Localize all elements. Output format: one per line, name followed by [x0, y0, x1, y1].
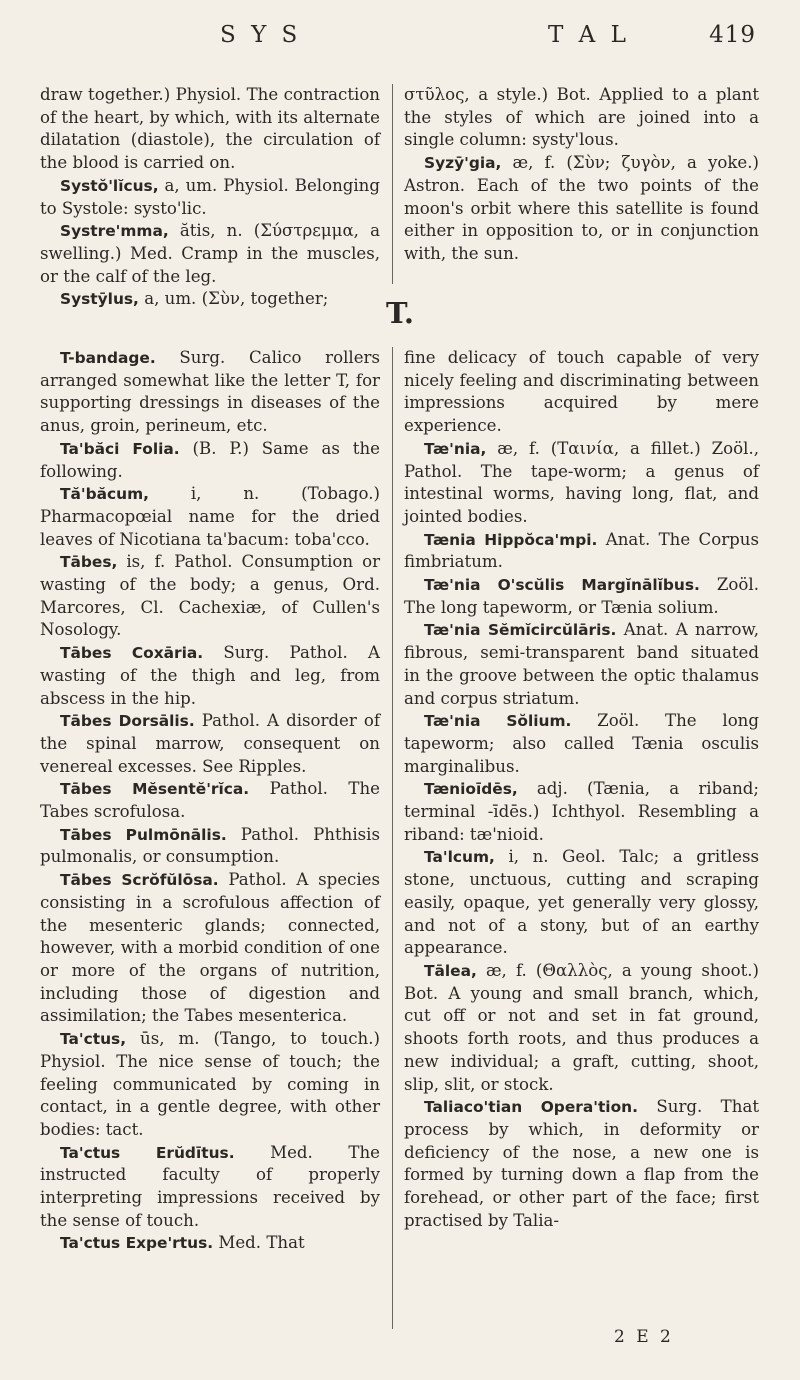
column-top-right — [404, 84, 759, 266]
entry-headword: Tābes Mĕsentĕ'rĭca. — [60, 780, 250, 799]
entry-headword: Tænia Hippŏca'mpi. — [424, 530, 598, 549]
entry-headword: Ta'ctus Erŭdītus. — [60, 1143, 235, 1162]
entry-definition: Surg. Calico rollers arranged somewhat like the letter T, for supporting dressings in diseases of the anus, groin, perineum, etc. — [40, 348, 380, 436]
entry-headword: Tæ'nia, — [424, 439, 487, 458]
entry-headword: Syzȳ'gia, — [424, 154, 502, 173]
entry-headword: T-bandage. — [60, 349, 156, 367]
entry-headword: Tæ'nia O'scŭlis Margĭnālĭbus. — [424, 576, 700, 595]
entry-definition: Pathol. A disorder of the spinal marrow, consequent on venereal excesses. See Ripples. — [40, 711, 380, 776]
entry-headword: Tæ'nia Sŏlium. — [424, 712, 572, 731]
page-number: 419 — [709, 22, 756, 48]
header-guide-left: S Y S — [220, 22, 302, 48]
entry-headword: Tă'băcum, — [60, 485, 149, 504]
entry-definition: i, n. Geol. Talc; a gritless stone, unctuous, cutting and scraping easily, opaque, yet generally very glossy, and not of a stony, but of an earthy appearance. — [404, 847, 759, 958]
column-divider-bottom — [392, 347, 393, 1329]
entry-headword: Tābes Coxāria. — [60, 644, 204, 663]
entry-definition: Pathol. Phthisis pulmonalis, or consumption. — [40, 824, 380, 867]
column-bottom-left — [40, 347, 380, 1255]
entry-headword: Tālea, — [424, 961, 477, 980]
dictionary-entry — [404, 438, 759, 529]
dictionary-entry — [404, 574, 759, 619]
dictionary-entry — [404, 1096, 759, 1232]
entry-definition: (B. P.) Same as the following. — [40, 438, 380, 481]
entry-definition: Med. That — [213, 1233, 305, 1253]
dictionary-entry — [404, 960, 759, 1096]
dictionary-entry — [40, 710, 380, 778]
entry-definition: Surg. That process by which, in deformity or deficiency of the nose, a new one is formed by turning down a flap from the forehead, or other part of the face; first practised by Talia- — [404, 1097, 759, 1230]
dictionary-entry — [404, 778, 759, 846]
column-bottom-right — [404, 347, 759, 1232]
entry-definition: Zoöl. The long tapeworm, or Tænia solium. — [404, 575, 759, 617]
entry-continuation: draw together.) Physiol. The contraction of the heart, by which, with its alternate dilatation (diastole), the circulation of the blood is carried on. — [40, 85, 381, 173]
entry-definition: æ, f. (Θαλλὸς, a young shoot.) Bot. A young and small branch, which, cut off or not and set in fat ground, shoots forth roots, and thus produces a new individual; a graft, cutting, shoot, slip, slit, or stock. — [404, 960, 759, 1094]
entry-headword: Tænioīdēs, — [424, 780, 518, 799]
entry-definition: Med. The instructed faculty of properly interpreting impressions received by the sense of touch. — [40, 1142, 380, 1230]
dictionary-entry — [40, 220, 380, 288]
section-letter: T. — [386, 296, 414, 330]
entry-headword: Systȳlus, — [60, 290, 139, 309]
entry-headword: Tābes Dorsālis. — [60, 712, 195, 731]
signature-mark: 2 E 2 — [614, 1327, 674, 1347]
entry-headword: Systŏ'lĭcus, — [60, 176, 159, 195]
dictionary-entry — [40, 869, 380, 1028]
entry-definition: Pathol. The Tabes scrofulosa. — [40, 779, 380, 822]
entry-headword: Taliaco'tian Opera'tion. — [424, 1098, 638, 1117]
dictionary-entry — [40, 438, 380, 483]
dictionary-entry — [40, 483, 380, 551]
dictionary-entry — [40, 347, 380, 438]
dictionary-entry — [40, 175, 380, 220]
dictionary-entry — [40, 1028, 380, 1142]
entry-definition: Surg. Pathol. A wasting of the thigh and leg, from abscess in the hip. — [40, 643, 380, 708]
dictionary-entry — [40, 778, 380, 823]
entry-definition: Zoöl. The long tapeworm; also called Tænia osculis marginalibus. — [404, 711, 759, 776]
entry-definition: a, um. (Σὺν, together; — [138, 289, 329, 309]
entry-definition: æ, f. (Ταινία, a fillet.) Zoöl., Pathol. The tape-worm; a genus of intestinal worms, having long, flat, and jointed bodies. — [404, 438, 759, 526]
dictionary-entry — [40, 551, 380, 642]
entry-headword: Ta'ctus Expe'rtus. — [60, 1234, 214, 1253]
entry-definition: is, f. Pathol. Consumption or wasting of the body; a genus, Ord. Marcores, Cl. Cachexiæ, of Cullen's Nosology. — [40, 552, 380, 640]
entry-definition: i, n. (Tobago.) Pharmacopœial name for the dried leaves of Nicotiana ta'bacum: toba'cco. — [40, 484, 380, 549]
column-top-left — [40, 84, 380, 311]
dictionary-entry — [40, 1232, 380, 1255]
entry-headword: Ta'băci Folia. — [60, 439, 180, 458]
entry-headword: Systre'mma, — [60, 222, 169, 241]
entry-definition: adj. (Tænia, a riband; terminal -īdēs.) Ichthyol. Resembling a riband: tæ'nioid. — [404, 779, 759, 844]
dictionary-entry — [40, 824, 380, 869]
entry-headword: Ta'lcum, — [424, 848, 495, 867]
entry-headword: Ta'ctus, — [60, 1030, 127, 1049]
entry-headword: Tæ'nia Sĕmĭcircŭlāris. — [424, 621, 617, 640]
dictionary-entry — [404, 619, 759, 710]
dictionary-entry — [40, 1142, 380, 1233]
entry-headword: Tābes Scrŏfŭlōsa. — [60, 871, 219, 890]
running-header — [42, 22, 756, 52]
entry-definition: ūs, m. (Tango, to touch.) Physiol. The nice sense of touch; the feeling communicated by coming in contact, in a gentle degree, with other bodies: tact. — [40, 1029, 380, 1139]
header-guide-right: T A L — [548, 22, 630, 48]
dictionary-entry — [404, 710, 759, 778]
entry-continuation: στῦλος, a style.) Bot. Applied to a plant the styles of which are joined into a single column: systy'lous. — [404, 85, 759, 150]
dictionary-entry — [404, 152, 759, 266]
entry-continuation: fine delicacy of touch capable of very nicely feeling and discriminating between impressions acquired by mere experience. — [404, 348, 759, 436]
entry-definition: Anat. A narrow, fibrous, semi-transparent band situated in the groove between the optic thalamus and corpus striatum. — [404, 620, 760, 708]
entry-definition: ătis, n. (Σύστρεμμα, a swelling.) Med. Cramp in the muscles, or the calf of the leg. — [40, 221, 380, 286]
entry-definition: Pathol. A species consisting in a scrofulous affection of the mesenteric glands; connected, however, with a morbid condition of one or more of the organs of nutrition, including those of digestion and assimilation; the Tabes mesenterica. — [40, 870, 380, 1026]
entry-headword: Tābes, — [60, 553, 118, 572]
dictionary-entry — [404, 529, 759, 574]
entry-definition: a, um. Physiol. Belonging to Systole: systo'lic. — [40, 175, 380, 218]
dictionary-entry — [40, 642, 380, 710]
column-divider-top — [392, 84, 393, 284]
entry-definition: æ, f. (Σὺν; ζυγὸν, a yoke.) Astron. Each of the two points of the moon's orbit where this satellite is found either in opposition to, or in conjunction with, the sun. — [404, 153, 759, 263]
dictionary-entry — [404, 846, 759, 960]
entry-definition: Anat. The Corpus fimbriatum. — [404, 529, 759, 572]
entry-headword: Tābes Pulmōnālis. — [60, 825, 227, 844]
